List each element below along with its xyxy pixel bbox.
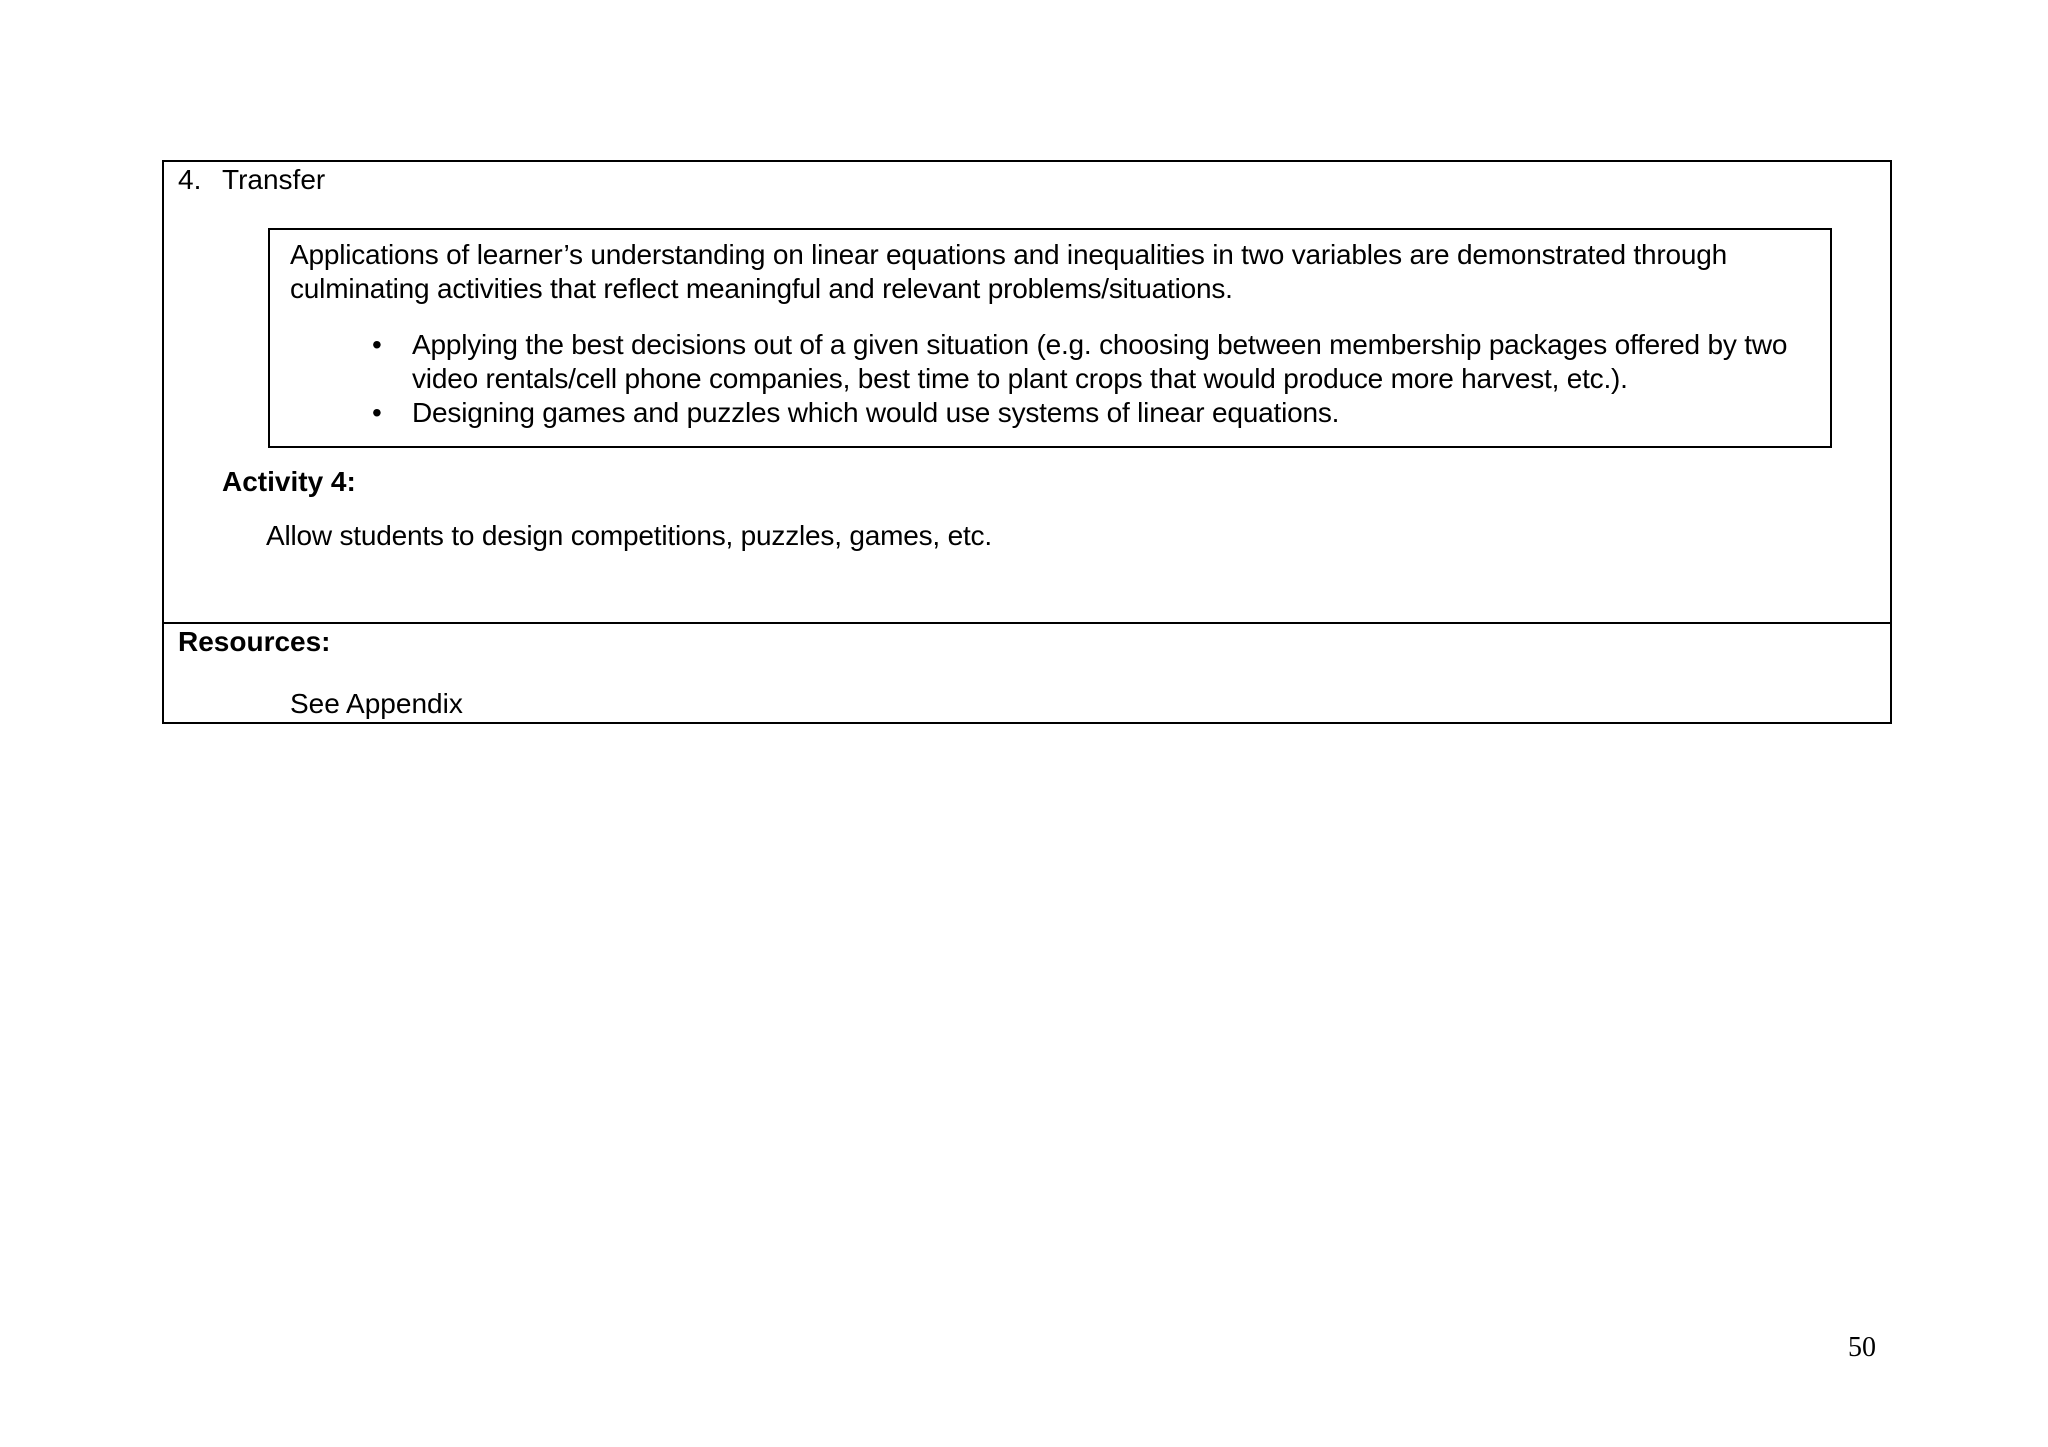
list-item (290, 328, 1812, 396)
section-heading (178, 162, 325, 198)
transfer-row (164, 162, 1890, 624)
list-item (290, 396, 1812, 430)
resources-title: Resources: (178, 626, 331, 657)
transfer-description-box (268, 228, 1832, 448)
resources-row (164, 624, 1890, 722)
section-number: 4. (178, 164, 202, 195)
bullet-icon: • (372, 397, 382, 428)
activity-title: Activity 4: (222, 466, 356, 497)
lesson-table (162, 160, 1892, 724)
section-title: Transfer (222, 164, 326, 195)
resources-text: See Appendix (290, 688, 463, 719)
bullet-text: Designing games and puzzles which would use systems of linear equations. (412, 397, 1340, 428)
activity-text: Allow students to design competitions, puzzles, games, etc. (266, 520, 992, 551)
transfer-description: Applications of learner’s understanding on linear equations and inequalities in two variables are demonstrated through culminating activities that reflect meaningful and relevant problems/situations. (290, 239, 1727, 304)
bullet-icon: • (372, 329, 382, 360)
bullet-text: Applying the best decisions out of a given situation (e.g. choosing between membership packages offered by two video rentals/cell phone companies, best time to plant crops that would produce more harvest, etc.). (412, 329, 1788, 394)
page-number: 50 (1848, 1332, 1876, 1363)
transfer-bullet-list (290, 328, 1812, 430)
